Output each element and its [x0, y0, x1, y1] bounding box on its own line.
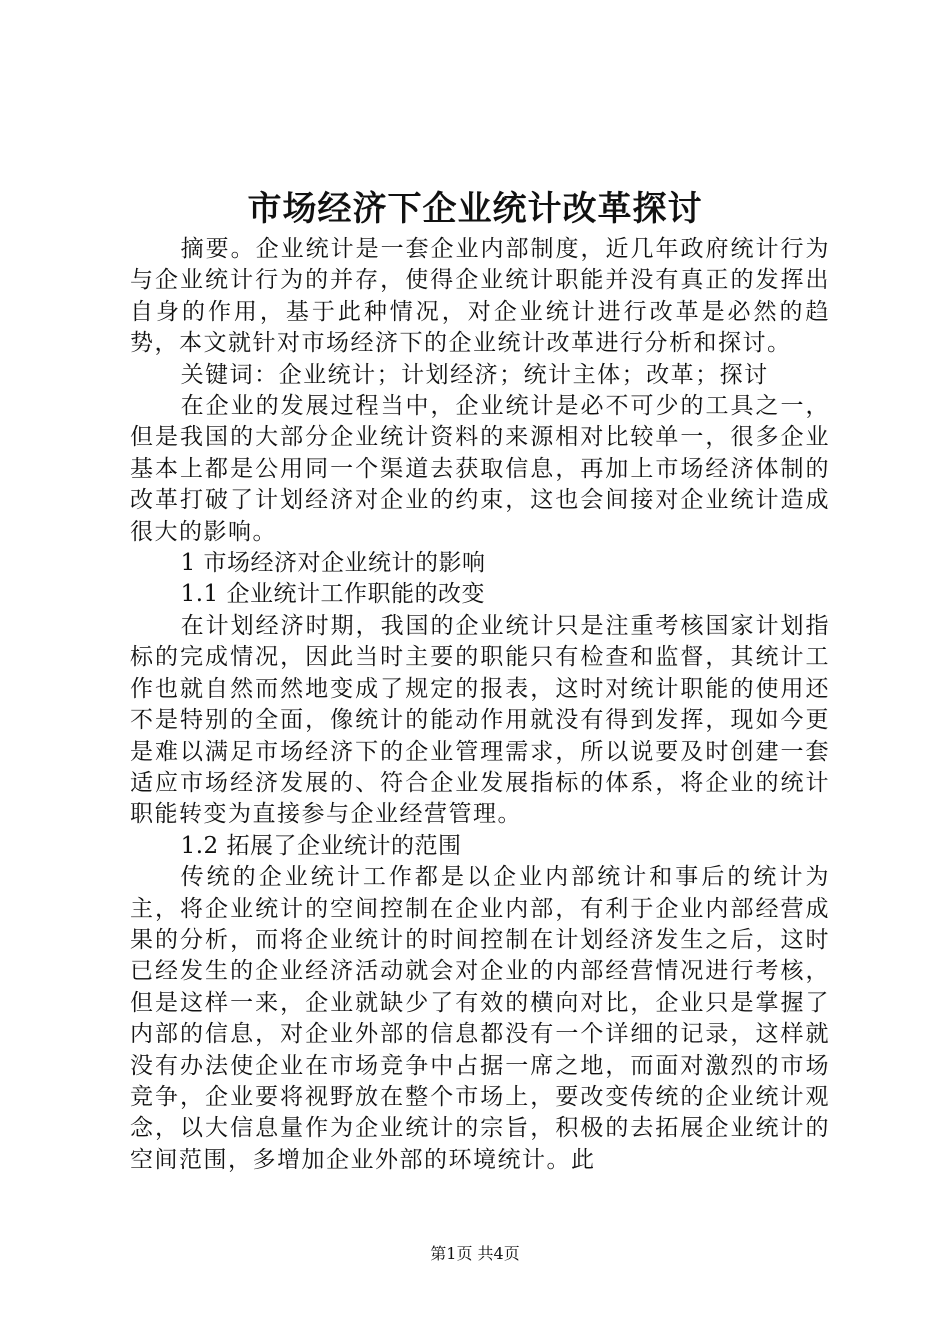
- section-heading: 1 市场经济对企业统计的影响: [180, 550, 486, 577]
- page-footer: 第1页 共4页: [430, 1244, 520, 1263]
- abstract-paragraph: 摘要。企业统计是一套企业内部制度，近几年政府统计行为与企业统计行为的并存，使得企业统计职能并没有真正的发挥出自身的作用，基于此种情况，对企业统计进行改革是必然的趋势，本文就针对市场经济下的企业统计改革进行分析和探讨。: [130, 236, 830, 357]
- subsection-heading: 1.1 企业统计工作职能的改变: [180, 581, 485, 608]
- document-title: 市场经济下企业统计改革探讨: [247, 189, 703, 229]
- body-paragraph: 在企业的发展过程当中，企业统计是必不可少的工具之一，但是我国的大部分企业统计资料的来源相对比较单一，很多企业基本上都是公用同一个渠道去获取信息，再加上市场经济体制的改革打破了计划经济对企业的约束，这也会间接对企业统计造成很大的影响。: [130, 393, 830, 545]
- subsection-heading: 1.2 拓展了企业统计的范围: [180, 832, 462, 859]
- body-paragraph: 在计划经济时期，我国的企业统计只是注重考核国家计划指标的完成情况，因此当时主要的职能只有检查和监督，其统计工作也就自然而然地变成了规定的报表，这时对统计职能的使用还不是特别的全面，像统计的能动作用就没有得到发挥，现如今更是难以满足市场经济下的企业管理需求，所以说要及时创建一套适应市场经济发展的、符合企业发展指标的体系，将企业的统计职能转变为直接参与企业经营管理。: [130, 612, 830, 828]
- keywords-paragraph: 关键词：企业统计；计划经济；统计主体；改革；探讨: [180, 361, 769, 388]
- body-paragraph: 传统的企业统计工作都是以企业内部统计和事后的统计为主，将企业统计的空间控制在企业内部，有利于企业内部经营成果的分析，而将企业统计的时间控制在计划经济发生之后，这时已经发生的企业经济活动就会对企业的内部经营情况进行考核，但是这样一来，企业就缺少了有效的横向对比，企业只是掌握了内部的信息，对企业外部的信息都没有一个详细的记录，这样就没有办法使企业在市场竞争中占据一席之地，而面对激烈的市场竞争，企业要将视野放在整个市场上，要改变传统的企业统计观念，以大信息量作为企业统计的宗旨，积极的去拓展企业统计的空间范围，多增加企业外部的环境统计。此: [130, 864, 830, 1173]
- document-body: [130, 234, 830, 1176]
